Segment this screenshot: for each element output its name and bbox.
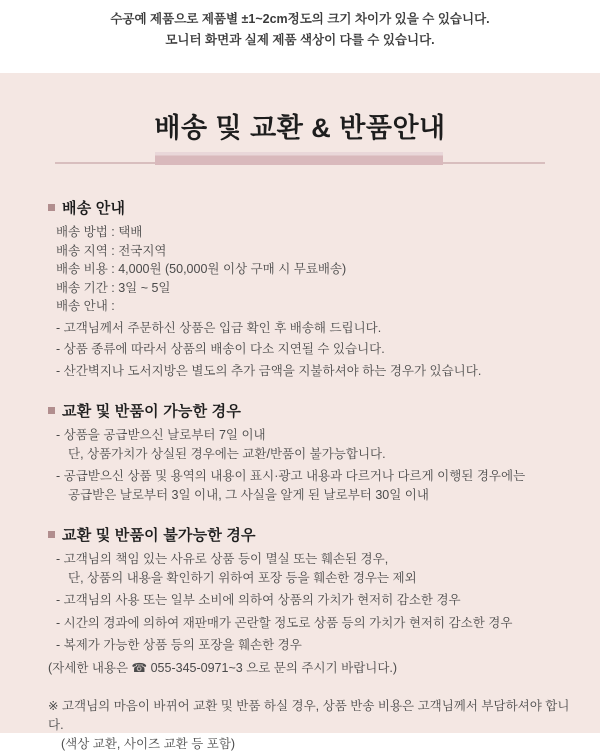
customer-change-of-mind-note xyxy=(48,697,570,754)
section-heading-label: 교환 및 반품이 불가능한 경우 xyxy=(62,527,256,544)
exchange-impossible-item: - 복제가 가능한 상품 등의 포장을 훼손한 경우 xyxy=(56,638,302,652)
exchange-possible-item-continued: 공급받은 날로부터 3일 이내, 그 사실을 알게 된 날로부터 30일 이내 xyxy=(68,487,429,502)
shipping-cost-line: 배송 비용 : 4,000원 (50,000원 이상 구매 시 무료배송) xyxy=(56,262,347,276)
exchange-possible-item: - 공급받으신 상품 및 용역의 내용이 표시·광고 내용과 다르거나 다르게 이행된 경우에는 xyxy=(56,469,526,483)
section-heading xyxy=(48,400,570,421)
section-heading xyxy=(48,524,570,545)
shipping-notice-item: - 산간벽지나 도서지방은 별도의 추가 금액을 지불하셔야 하는 경우가 있습니다. xyxy=(56,363,482,378)
phone-inquiry-note: (자세한 내용은 ☎ 055-345-0971~3 으로 문의 주시기 바랍니다.) xyxy=(48,660,398,675)
change-of-mind-sub-line: (색상 교환, 사이즈 교환 등 포함) xyxy=(61,737,236,751)
page-title: 배송 및 교환 & 반품안내 xyxy=(154,113,446,143)
square-bullet-icon xyxy=(48,204,55,211)
section-exchange-impossible xyxy=(48,524,570,677)
exchange-possible-item: - 상품을 공급받으신 날로부터 7일 이내 xyxy=(56,428,266,442)
shipping-method-line: 배송 방법 : 택배 xyxy=(56,225,143,239)
section-heading-label: 배송 안내 xyxy=(62,200,126,217)
square-bullet-icon xyxy=(48,407,55,414)
title-underline xyxy=(0,152,600,165)
exchange-impossible-item: - 고객님의 책임 있는 사유로 상품 등이 멸실 또는 훼손된 경우, xyxy=(56,552,389,566)
exchange-impossible-item-continued: 단, 상품의 내용을 확인하기 위하여 포장 등을 훼손한 경우는 제외 xyxy=(68,570,417,585)
handmade-product-notice xyxy=(0,0,600,73)
section-heading-label: 교환 및 반품이 가능한 경우 xyxy=(62,403,242,420)
notice-line-color: 모니터 화면과 실제 제품 색상이 다를 수 있습니다. xyxy=(165,33,435,47)
exchange-impossible-item: - 시간의 경과에 의하여 재판매가 곤란할 정도로 상품 등의 가치가 현저히 감소한 경우 xyxy=(56,615,513,630)
change-of-mind-line: ※ 고객님의 마음이 바뀌어 교환 및 반품 하실 경우, 상품 반송 비용은 고객님께서 부담하셔야 합니다. xyxy=(48,699,570,732)
shipping-notice-item: - 고객님께서 주문하신 상품은 입금 확인 후 배송해 드립니다. xyxy=(56,320,382,335)
shipping-area-line: 배송 지역 : 전국지역 xyxy=(56,243,167,258)
shipping-notice-item: - 상품 종류에 따라서 상품의 배송이 다소 지연될 수 있습니다. xyxy=(56,342,385,356)
shipping-period-line: 배송 기간 : 3일 ~ 5일 xyxy=(56,280,171,295)
exchange-possible-item-continued: 단, 상품가치가 상실된 경우에는 교환/반품이 불가능합니다. xyxy=(68,446,386,461)
section-shipping-guide xyxy=(48,197,570,380)
title-underline-bar xyxy=(155,152,443,165)
shipping-info-panel xyxy=(0,73,600,751)
exchange-impossible-item: - 고객님의 사용 또는 일부 소비에 의하여 상품의 가치가 현저히 감소한 경우 xyxy=(56,593,461,607)
square-bullet-icon xyxy=(48,531,55,538)
section-exchange-possible xyxy=(48,400,570,504)
shipping-notice-label: 배송 안내 : xyxy=(56,299,115,313)
notice-line-size: 수공예 제품으로 제품별 ±1~2cm정도의 크기 차이가 있을 수 있습니다. xyxy=(110,12,490,26)
panel-content xyxy=(0,197,600,754)
section-heading xyxy=(48,197,570,218)
